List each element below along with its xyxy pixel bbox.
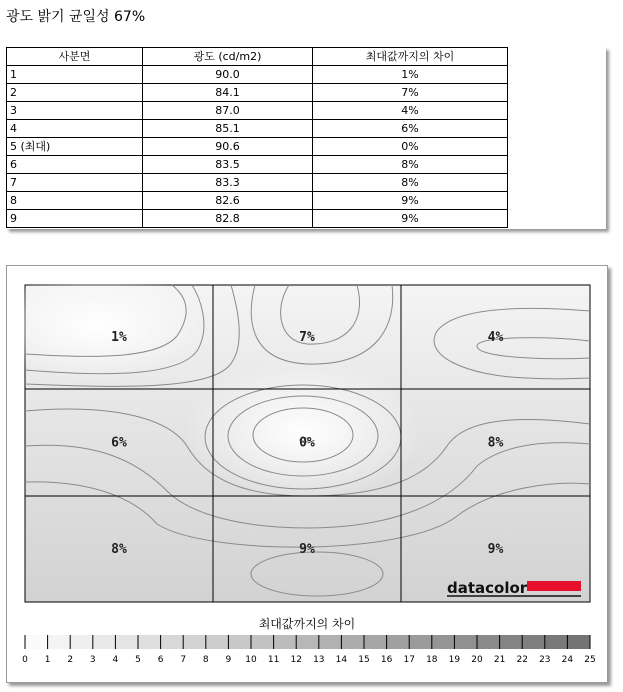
cell-luminance: 82.6 [143,192,313,210]
legend-tick-label: 22 [516,655,528,665]
cell-luminance: 85.1 [143,120,313,138]
legend-swatch [228,635,251,649]
cell-difference: 4% [313,102,508,120]
legend-tick-label: 9 [225,655,232,665]
legend-swatch [206,635,229,649]
legend-swatch [500,635,523,649]
legend-tick-label: 14 [335,655,348,665]
legend-tick-label: 13 [313,655,325,665]
cell-luminance: 82.8 [143,210,313,228]
table-row [7,84,508,102]
cell-difference: 1% [313,66,508,84]
cell-difference: 9% [313,210,508,228]
legend-swatch [522,635,545,649]
uniformity-chart-panel [6,265,608,683]
cell-label-quadrant-9: 9% [487,542,504,557]
datacolor-red-bar [527,581,581,591]
table-row [7,174,508,192]
cell-luminance: 90.6 [143,138,313,156]
luminance-table [6,47,508,228]
heatmap-bright-spot [183,362,423,502]
uniformity-heatmap [7,266,607,682]
legend-swatch [48,635,71,649]
legend-swatch [319,635,342,649]
cell-quadrant: 1 [7,66,143,84]
cell-quadrant: 8 [7,192,143,210]
cell-label-quadrant-6: 8% [487,435,504,451]
legend-tick-label: 23 [539,655,551,665]
cell-difference: 8% [313,174,508,192]
legend-tick-label: 11 [267,655,280,665]
legend-tick-label: 18 [426,655,438,665]
cell-luminance: 84.1 [143,84,313,102]
legend-swatch [432,635,455,649]
cell-difference: 0% [313,138,508,156]
cell-difference: 8% [313,156,508,174]
legend-swatch [296,635,319,649]
datacolor-wordmark: datacolor [447,579,528,597]
legend-title: 최대값까지의 차이 [258,617,356,631]
legend-swatch [364,635,387,649]
legend-swatch [274,635,297,649]
legend-swatch [115,635,138,649]
header-quadrant: 사분면 [7,48,143,66]
cell-quadrant: 5 (최대) [7,138,143,156]
legend-tick-label: 24 [561,655,574,665]
legend-tick-label: 1 [44,655,51,665]
legend-tick-label: 17 [403,655,415,665]
cell-luminance: 83.3 [143,174,313,192]
header-luminance: 광도 (cd/m2) [143,48,313,66]
legend-tick-label: 3 [89,655,96,665]
page-title: 광도 밝기 균일성 67% [6,9,146,25]
legend-swatch [93,635,116,649]
table-row [7,156,508,174]
table-row [7,210,508,228]
table-header-row [7,48,508,66]
legend-tick-label: 6 [157,655,164,665]
cell-luminance: 90.0 [143,66,313,84]
table-row [7,138,508,156]
legend-swatch [387,635,410,649]
legend-tick-label: 8 [202,655,209,665]
cell-difference: 9% [313,192,508,210]
legend-swatch [70,635,93,649]
cell-label-quadrant-4: 6% [111,435,127,451]
cell-label-quadrant-8: 9% [299,542,315,557]
legend-swatch [409,635,432,649]
cell-quadrant: 9 [7,210,143,228]
table-row [7,120,508,138]
header-difference: 최대값까지의 차이 [313,48,508,66]
cell-luminance: 83.5 [143,156,313,174]
cell-difference: 7% [313,84,508,102]
table-row [7,66,508,84]
legend-scale [22,635,596,665]
legend-tick-label: 20 [471,655,483,665]
legend-tick-label: 12 [290,655,302,665]
legend-swatch [454,635,477,649]
legend-swatch [251,635,274,649]
cell-label-quadrant-1: 1% [111,330,127,345]
cell-label-quadrant-2: 7% [299,330,315,345]
legend-swatch [545,635,568,649]
cell-label-quadrant-5: 0% [299,435,315,451]
legend-swatch [161,635,184,649]
legend-swatch [183,635,206,649]
legend-swatch [477,635,500,649]
legend-swatch [138,635,161,649]
legend-tick-label: 15 [358,655,370,665]
legend-tick-label: 21 [493,655,506,665]
cell-luminance: 87.0 [143,102,313,120]
cell-label-quadrant-3: 4% [487,330,504,345]
legend-swatch [567,635,590,649]
legend-tick-label: 0 [22,655,28,665]
cell-quadrant: 4 [7,120,143,138]
table-row [7,192,508,210]
legend-tick-label: 16 [380,655,393,665]
luminance-table-panel [6,47,606,229]
cell-quadrant: 7 [7,174,143,192]
cell-quadrant: 6 [7,156,143,174]
legend-tick-label: 19 [448,655,461,665]
legend-tick-label: 5 [135,655,141,665]
legend-tick-label: 25 [584,655,596,665]
legend-swatch [341,635,364,649]
legend-tick-label: 7 [180,655,187,665]
cell-difference: 6% [313,120,508,138]
cell-quadrant: 2 [7,84,143,102]
table-row [7,102,508,120]
legend-tick-label: 10 [245,655,257,665]
legend-tick-label: 4 [112,655,119,665]
legend-tick-label: 2 [67,655,74,665]
cell-label-quadrant-7: 8% [111,542,127,557]
legend-swatch [25,635,48,649]
cell-quadrant: 3 [7,102,143,120]
